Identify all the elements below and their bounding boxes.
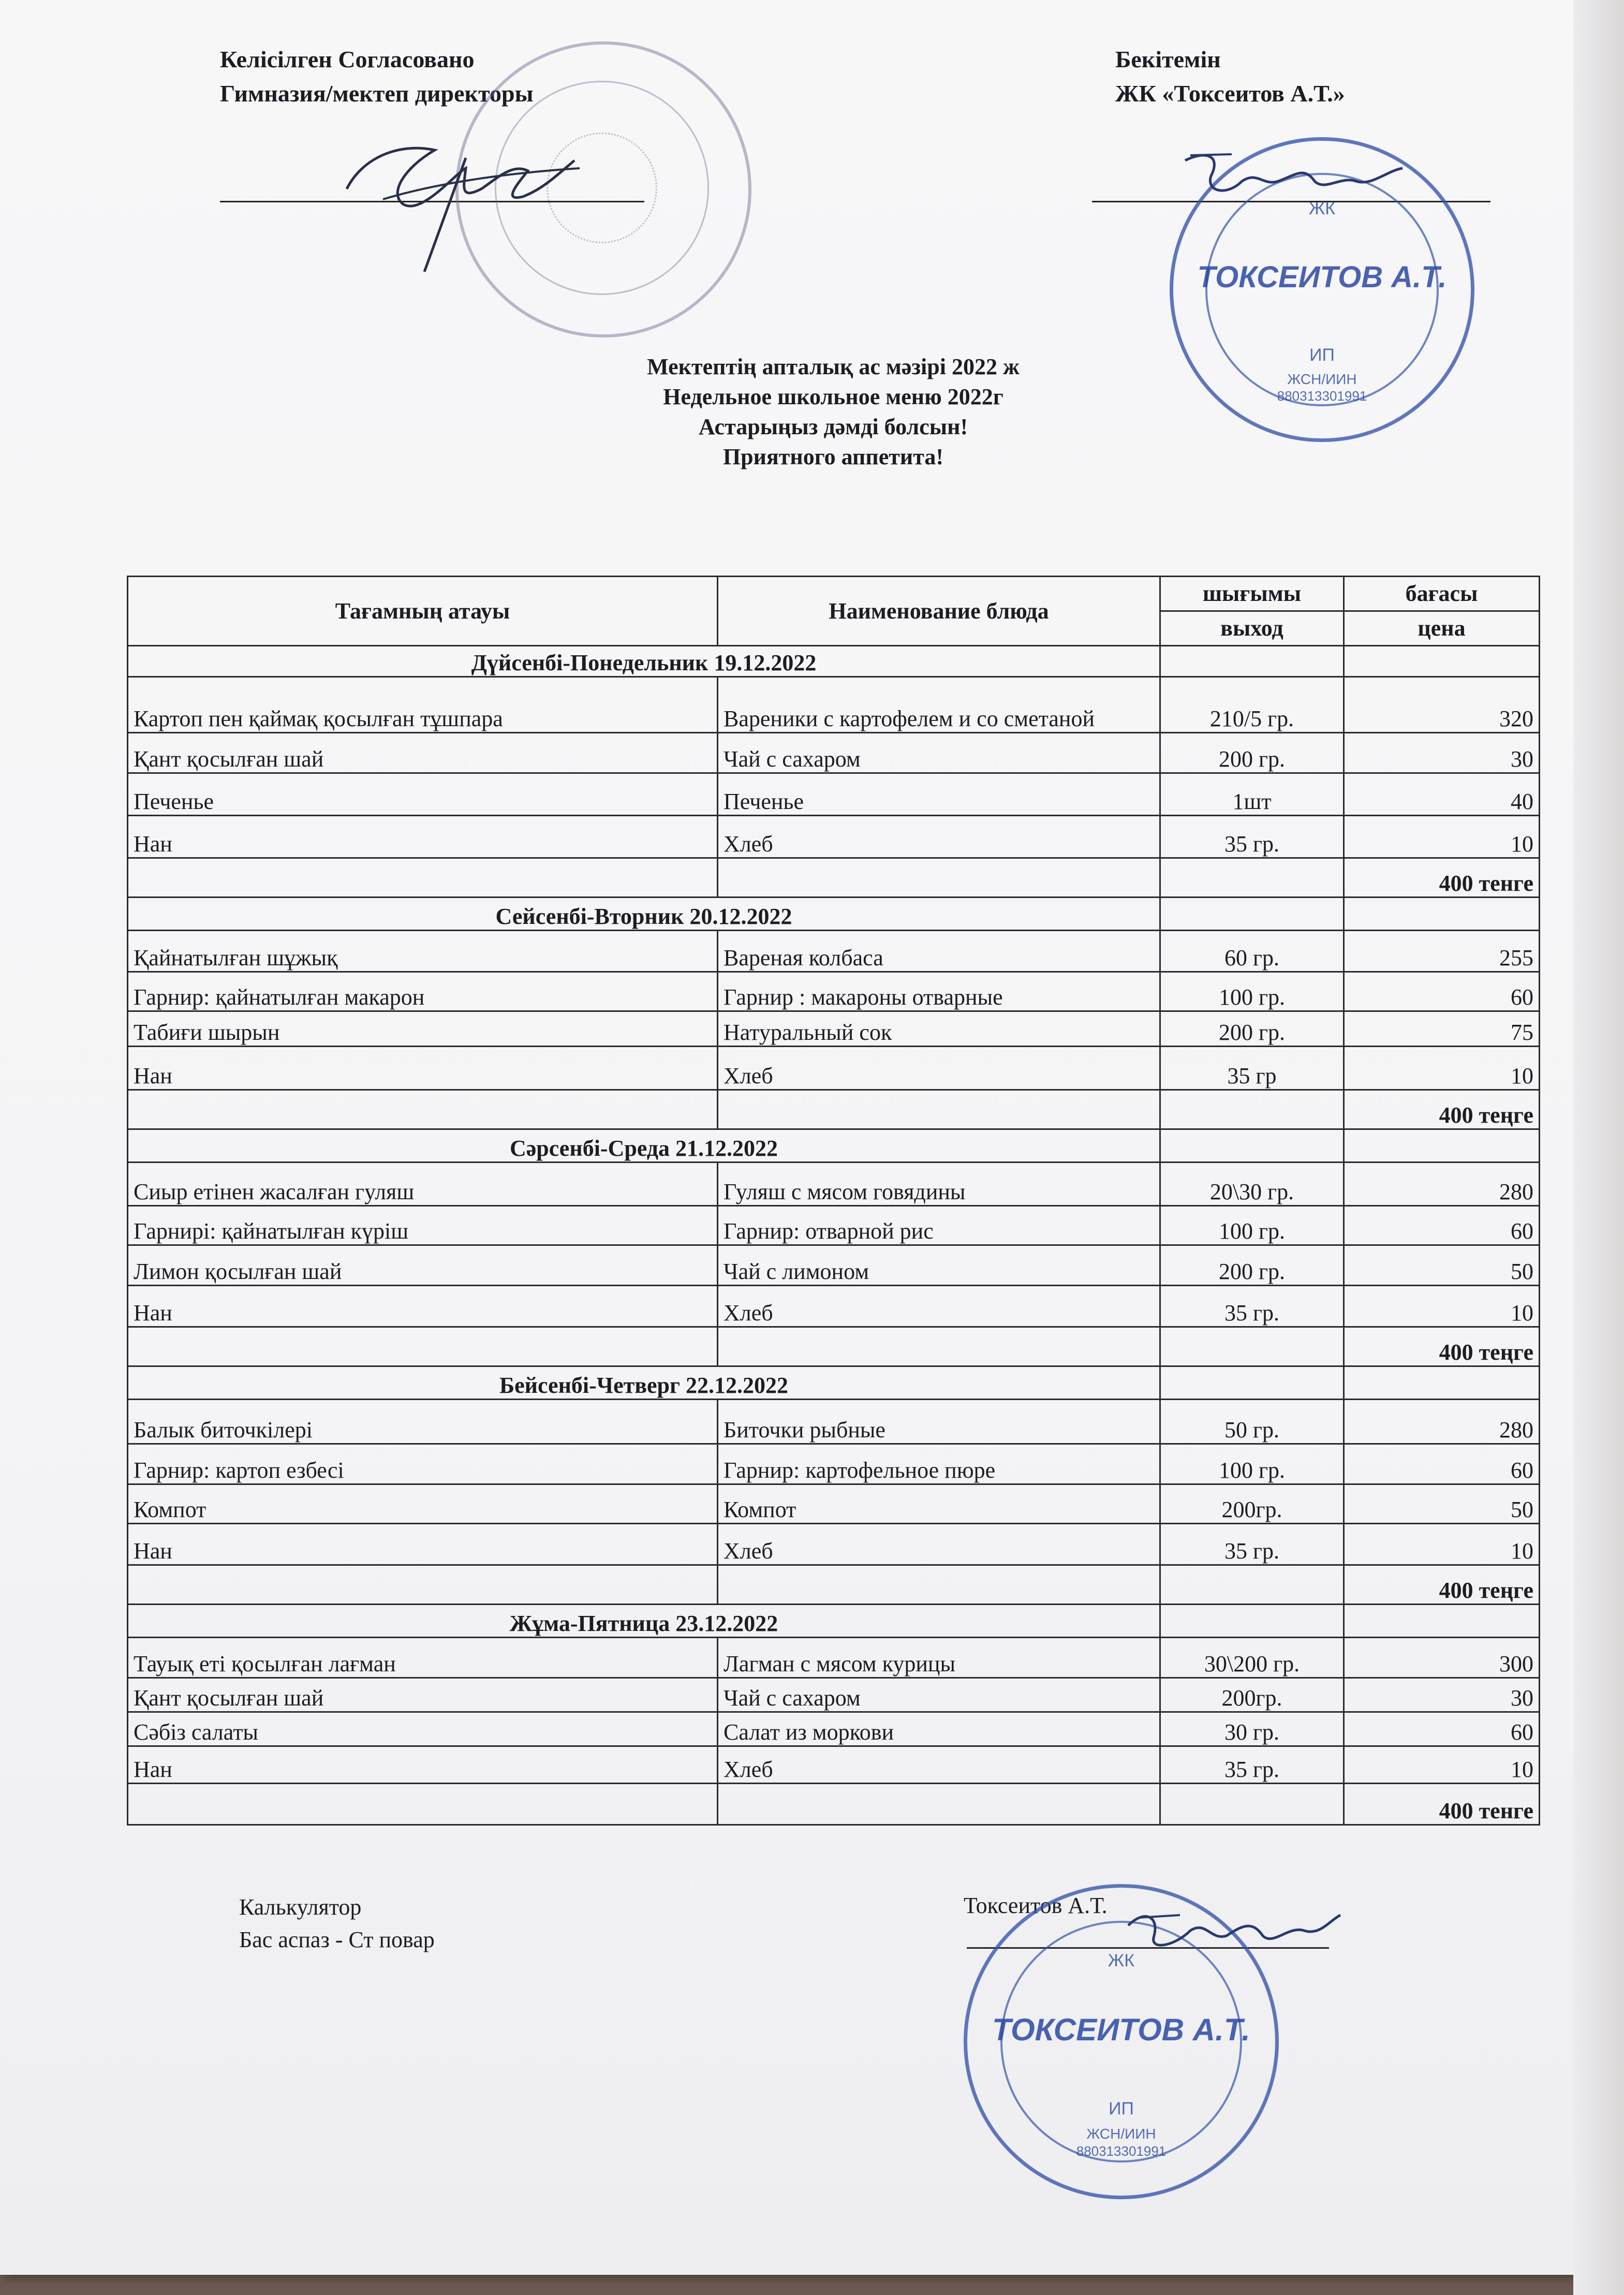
approval-left-line1: Келісілген Согласовано xyxy=(220,46,475,72)
column-header-kz: Тағамның атауы xyxy=(128,577,718,646)
day-total: 400 тенге xyxy=(1344,1784,1540,1825)
entrepreneur-stamp-top: ЖК ТОКСЕИТОВ А.Т. ИП ЖСН/ИИН 880313301991 xyxy=(1170,137,1474,442)
approval-right-line2: ЖК «Токсеитов А.Т.» xyxy=(1115,80,1345,107)
dish-output: 200 гр. xyxy=(1160,1011,1344,1047)
menu-table xyxy=(127,576,1540,1826)
dish-price: 10 xyxy=(1344,1286,1540,1327)
dish-price: 75 xyxy=(1344,1011,1540,1047)
dish-output: 35 гр. xyxy=(1160,816,1344,858)
column-header-ru: Наименование блюда xyxy=(718,577,1160,646)
menu-row xyxy=(128,1286,1540,1327)
dish-ru: Салат из моркови xyxy=(718,1712,1160,1746)
dish-ru: Гарнир: отварной рис xyxy=(718,1206,1160,1245)
dish-price: 10 xyxy=(1344,1047,1540,1090)
dish-output: 100 гр. xyxy=(1160,1444,1344,1484)
dish-price: 60 xyxy=(1344,1444,1540,1484)
dish-output: 210/5 гр. xyxy=(1160,677,1344,733)
day-total: 400 тенге xyxy=(1344,858,1540,898)
footer-calculator-label: Калькулятор xyxy=(239,1894,362,1920)
dish-price: 30 xyxy=(1344,733,1540,773)
dish-ru: Компот xyxy=(718,1484,1160,1524)
menu-row xyxy=(128,1047,1540,1090)
dish-kz: Сәбіз салаты xyxy=(128,1712,718,1746)
column-header-output-kz: шығымы xyxy=(1160,577,1344,611)
dish-price: 320 xyxy=(1344,677,1540,733)
dish-output: 200 гр. xyxy=(1160,1245,1344,1286)
day-heading: Дүйсенбі-Понедельник 19.12.2022 xyxy=(128,646,1160,677)
dish-kz: Сиыр етінен жасалған гуляш xyxy=(128,1163,718,1206)
dish-price: 50 xyxy=(1344,1484,1540,1524)
dish-kz: Қант қосылған шай xyxy=(128,733,718,773)
dish-price: 30 xyxy=(1344,1678,1540,1712)
menu-row xyxy=(128,931,1540,972)
dish-output: 20\30 гр. xyxy=(1160,1163,1344,1206)
dish-kz: Қайнатылған шұжық xyxy=(128,931,718,972)
dish-output: 200 гр. xyxy=(1160,733,1344,773)
menu-row xyxy=(128,1163,1540,1206)
dish-ru: Печенье xyxy=(718,773,1160,816)
dish-kz: Нан xyxy=(128,1047,718,1090)
dish-kz: Қант қосылған шай xyxy=(128,1678,718,1712)
dish-price: 50 xyxy=(1344,1245,1540,1286)
greeting-kz: Астарыңыз дәмді болсын! xyxy=(698,414,968,439)
dish-output: 50 гр. xyxy=(1160,1400,1344,1444)
menu-row xyxy=(128,1444,1540,1484)
day-total: 400 теңге xyxy=(1344,1090,1540,1129)
menu-row xyxy=(128,1638,1540,1678)
menu-row xyxy=(128,773,1540,816)
footer-signature xyxy=(1118,1894,1346,1962)
dish-price: 60 xyxy=(1344,972,1540,1011)
director-signature xyxy=(331,111,600,277)
underlying-sheet-edge xyxy=(1573,0,1624,2295)
dish-output: 60 гр. xyxy=(1160,931,1344,972)
dish-price: 60 xyxy=(1344,1712,1540,1746)
dish-output: 35 гр. xyxy=(1160,1746,1344,1784)
entrepreneur-signature-top xyxy=(1175,140,1413,212)
menu-row xyxy=(128,1678,1540,1712)
menu-row xyxy=(128,1206,1540,1245)
dish-ru: Хлеб xyxy=(718,1746,1160,1784)
dish-kz: Гарнирі: қайнатылған күріш xyxy=(128,1206,718,1245)
dish-kz: Лимон қосылған шай xyxy=(128,1245,718,1286)
dish-price: 40 xyxy=(1344,773,1540,816)
title-line-kz: Мектептің апталық ас мәзірі 2022 ж xyxy=(647,354,1020,379)
dish-ru: Вареники с картофелем и со сметаной xyxy=(718,677,1160,733)
dish-ru: Лагман с мясом курицы xyxy=(718,1638,1160,1678)
dish-kz: Тауық еті қосылған лағман xyxy=(128,1638,718,1678)
dish-output: 100 гр. xyxy=(1160,972,1344,1011)
dish-output: 35 гр. xyxy=(1160,1286,1344,1327)
approval-left-line2: Гимназия/мектеп директоры xyxy=(220,80,534,107)
dish-kz: Гарнир: қайнатылған макарон xyxy=(128,972,718,1011)
dish-output: 30 гр. xyxy=(1160,1712,1344,1746)
day-total: 400 теңге xyxy=(1344,1565,1540,1605)
title-block xyxy=(569,352,1097,472)
column-header-output-ru: выход xyxy=(1160,611,1344,646)
dish-ru: Хлеб xyxy=(718,1524,1160,1565)
dish-kz: Гарнир: картоп езбесі xyxy=(128,1444,718,1484)
dish-ru: Гарнир : макароны отварные xyxy=(718,972,1160,1011)
day-heading: Жұма-Пятница 23.12.2022 xyxy=(128,1605,1160,1638)
dish-output: 1шт xyxy=(1160,773,1344,816)
dish-ru: Чай с сахаром xyxy=(718,733,1160,773)
dish-kz: Нан xyxy=(128,1286,718,1327)
column-header-price-kz: бағасы xyxy=(1344,577,1540,611)
menu-row xyxy=(128,1400,1540,1444)
dish-ru: Биточки рыбные xyxy=(718,1400,1160,1444)
dish-ru: Чай с лимоном xyxy=(718,1245,1160,1286)
dish-kz: Нан xyxy=(128,1746,718,1784)
menu-row xyxy=(128,972,1540,1011)
dish-output: 100 гр. xyxy=(1160,1206,1344,1245)
menu-row xyxy=(128,1712,1540,1746)
dish-output: 35 гр xyxy=(1160,1047,1344,1090)
menu-row xyxy=(128,1746,1540,1784)
menu-row xyxy=(128,1524,1540,1565)
menu-row xyxy=(128,1011,1540,1047)
dish-price: 255 xyxy=(1344,931,1540,972)
menu-row xyxy=(128,1245,1540,1286)
dish-kz: Табиғи шырын xyxy=(128,1011,718,1047)
dish-price: 10 xyxy=(1344,1746,1540,1784)
dish-output: 30\200 гр. xyxy=(1160,1638,1344,1678)
dish-ru: Хлеб xyxy=(718,816,1160,858)
day-heading: Бейсенбі-Четверг 22.12.2022 xyxy=(128,1366,1160,1400)
menu-row xyxy=(128,1484,1540,1524)
dish-price: 300 xyxy=(1344,1638,1540,1678)
dish-ru: Чай с сахаром xyxy=(718,1678,1160,1712)
dish-price: 60 xyxy=(1344,1206,1540,1245)
entrepreneur-stamp-bottom: ЖК ТОКСЕИТОВ А.Т. ИП ЖСН/ИИН 880313301991 xyxy=(964,1884,1279,2199)
day-heading: Сейсенбі-Вторник 20.12.2022 xyxy=(128,898,1160,931)
day-total: 400 теңге xyxy=(1344,1327,1540,1366)
dish-price: 10 xyxy=(1344,816,1540,858)
dish-output: 35 гр. xyxy=(1160,1524,1344,1565)
dish-ru: Хлеб xyxy=(718,1047,1160,1090)
approval-right-line1: Бекітемін xyxy=(1115,46,1221,72)
dish-ru: Гарнир: картофельное пюре xyxy=(718,1444,1160,1484)
dish-kz: Картоп пен қаймақ қосылған тұшпара xyxy=(128,677,718,733)
dish-kz: Печенье xyxy=(128,773,718,816)
dish-ru: Натуральный сок xyxy=(718,1011,1160,1047)
footer-chef-label: Бас аспаз - Ст повар xyxy=(239,1927,435,1952)
column-header-price-ru: цена xyxy=(1344,611,1540,646)
dish-ru: Хлеб xyxy=(718,1286,1160,1327)
menu-row xyxy=(128,677,1540,733)
title-line-ru: Недельное школьное меню 2022г xyxy=(663,384,1003,409)
dish-price: 280 xyxy=(1344,1400,1540,1444)
dish-price: 280 xyxy=(1344,1163,1540,1206)
greeting-ru: Приятного аппетита! xyxy=(722,444,944,469)
dish-kz: Балык биточкілері xyxy=(128,1400,718,1444)
dish-kz: Нан xyxy=(128,816,718,858)
dish-kz: Компот xyxy=(128,1484,718,1524)
menu-row xyxy=(128,816,1540,858)
dish-ru: Гуляш с мясом говядины xyxy=(718,1163,1160,1206)
day-heading: Сәрсенбі-Среда 21.12.2022 xyxy=(128,1129,1160,1163)
dish-kz: Нан xyxy=(128,1524,718,1565)
dish-ru: Вареная колбаса xyxy=(718,931,1160,972)
menu-row xyxy=(128,733,1540,773)
footer-signer-name: Токсеитов А.Т. xyxy=(964,1893,1108,1918)
dish-output: 200гр. xyxy=(1160,1678,1344,1712)
dish-output: 200гр. xyxy=(1160,1484,1344,1524)
dish-price: 10 xyxy=(1344,1524,1540,1565)
